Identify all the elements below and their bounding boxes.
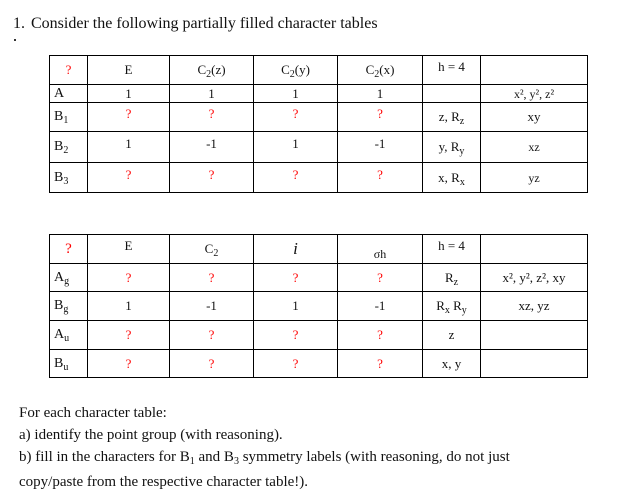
char-i: ? (254, 321, 338, 350)
table-row (50, 163, 588, 193)
col-header-E: E (88, 56, 170, 85)
stray-dot (14, 39, 16, 41)
linear-functions: z, $R_z$ (423, 103, 481, 132)
table-row (50, 292, 588, 321)
char-sigma-h: -1 (338, 292, 423, 321)
char-C2y: ? (254, 163, 338, 193)
char-sigma-h: ? (338, 350, 423, 378)
char-E: ? (88, 264, 170, 292)
col-header-C2x: $C_2(x)$ (338, 56, 423, 85)
irrep-label: $B_1$ (50, 103, 88, 132)
col-header-quadratic (481, 235, 588, 264)
char-E: 1 (88, 132, 170, 163)
irrep-label: $A_g$ (50, 264, 88, 292)
quadratic-functions (481, 350, 588, 378)
question-title (13, 14, 378, 34)
quadratic-functions: xz, yz (481, 292, 588, 321)
quadratic-functions (481, 321, 588, 350)
table2-header-row (50, 235, 588, 264)
point-group-unknown: ? (50, 56, 88, 85)
col-header-C2z: $C_2(z)$ (170, 56, 254, 85)
instruction-b-continued: copy/paste from the respective character table!). (19, 474, 309, 490)
char-i: 1 (254, 292, 338, 321)
linear-functions: $R_x$ $R_y$ (423, 292, 481, 321)
char-C2x: -1 (338, 132, 423, 163)
char-C2z: -1 (170, 132, 254, 163)
table-row (50, 321, 588, 350)
instruction-b: b) fill in the characters for $B_1$ and $B_3$ symmetry labels (with reasoning, do not just (19, 449, 510, 467)
char-E: ? (88, 103, 170, 132)
instruction-a: a) identify the point group (with reasoning). (19, 427, 283, 443)
char-E: 1 (88, 85, 170, 103)
col-header-E: E (88, 235, 170, 264)
char-C2: ? (170, 264, 254, 292)
point-group-unknown: ? (50, 235, 88, 264)
question-number: 1. (13, 15, 25, 32)
linear-functions: x, $R_x$ (423, 163, 481, 193)
char-i: ? (254, 264, 338, 292)
irrep-label: A (50, 85, 88, 103)
char-C2: -1 (170, 292, 254, 321)
char-C2y: 1 (254, 132, 338, 163)
quadratic-functions: xy (481, 103, 588, 132)
table-row (50, 350, 588, 378)
quadratic-functions: xz (481, 132, 588, 163)
char-C2y: ? (254, 103, 338, 132)
char-C2: ? (170, 350, 254, 378)
char-C2z: ? (170, 163, 254, 193)
col-header-C2y: $C_2(y)$ (254, 56, 338, 85)
table-row (50, 103, 588, 132)
char-E: ? (88, 321, 170, 350)
char-C2x: 1 (338, 85, 423, 103)
table1-header-row (50, 56, 588, 85)
char-C2z: ? (170, 103, 254, 132)
quadratic-functions: yz (481, 163, 588, 193)
col-header-order: h = 4 (423, 56, 481, 85)
quadratic-functions: x², y², z² (481, 85, 588, 103)
char-E: ? (88, 163, 170, 193)
question-text: Consider the following partially filled character tables (31, 15, 378, 32)
char-C2: ? (170, 321, 254, 350)
irrep-label: $B_g$ (50, 292, 88, 321)
character-table-1 (49, 55, 588, 193)
col-header-sigma-h: σh (338, 235, 423, 264)
char-C2y: 1 (254, 85, 338, 103)
irrep-label: $A_u$ (50, 321, 88, 350)
char-sigma-h: ? (338, 321, 423, 350)
instructions-intro: For each character table: (19, 405, 167, 421)
irrep-label: $B_2$ (50, 132, 88, 163)
col-header-quadratic (481, 56, 588, 85)
col-header-inversion: i (254, 235, 338, 264)
linear-functions: z (423, 321, 481, 350)
table-row (50, 264, 588, 292)
character-table-2 (49, 234, 588, 378)
char-i: ? (254, 350, 338, 378)
char-E: ? (88, 350, 170, 378)
linear-functions: y, $R_y$ (423, 132, 481, 163)
instructions (19, 402, 510, 493)
col-header-order: h = 4 (423, 235, 481, 264)
linear-functions (423, 85, 481, 103)
char-C2x: ? (338, 103, 423, 132)
char-E: 1 (88, 292, 170, 321)
irrep-label: $B_u$ (50, 350, 88, 378)
linear-functions: x, y (423, 350, 481, 378)
char-sigma-h: ? (338, 264, 423, 292)
table-row (50, 132, 588, 163)
table-row (50, 85, 588, 103)
linear-functions: $R_z$ (423, 264, 481, 292)
char-C2x: ? (338, 163, 423, 193)
col-header-C2: $C_2$ (170, 235, 254, 264)
irrep-label: $B_3$ (50, 163, 88, 193)
char-C2z: 1 (170, 85, 254, 103)
quadratic-functions: x², y², z², xy (481, 264, 588, 292)
